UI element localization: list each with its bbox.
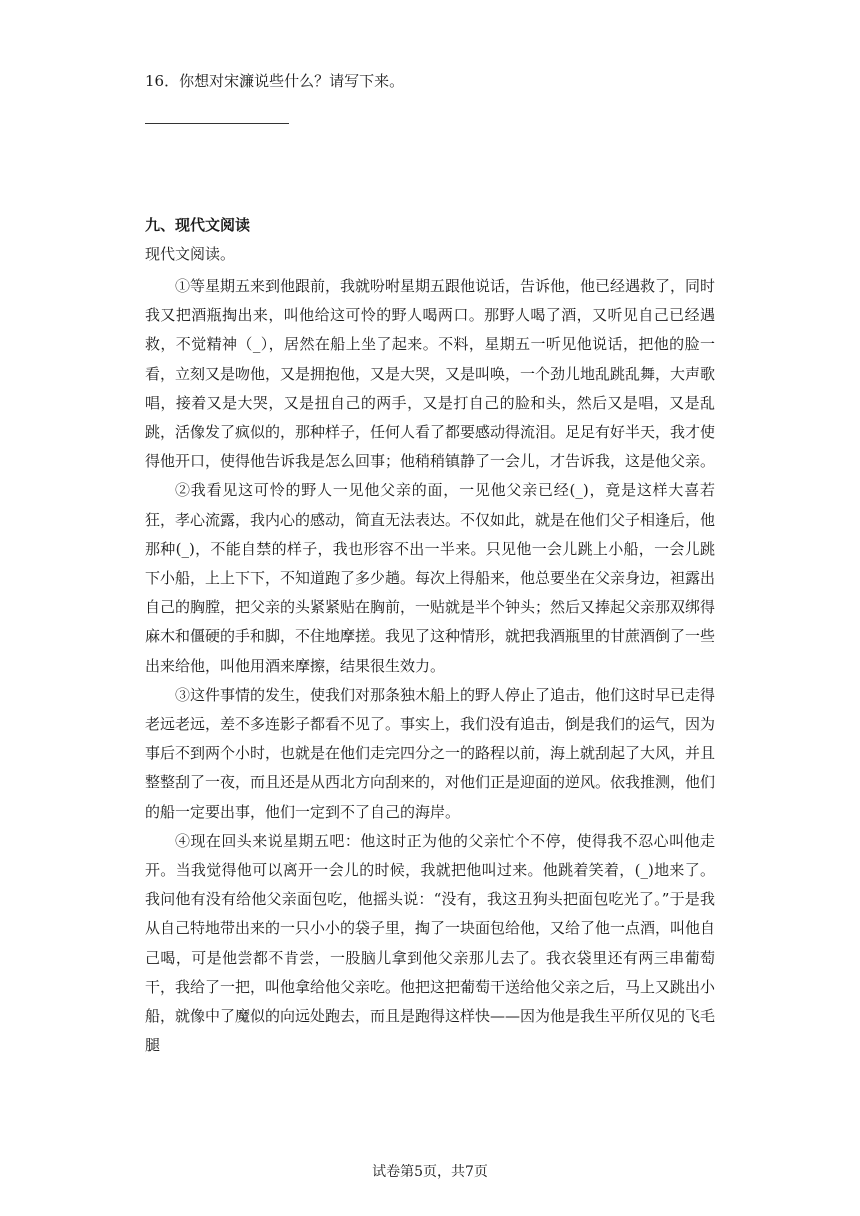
passage-paragraph-1: ①等星期五来到他跟前，我就吩咐星期五跟他说话，告诉他，他已经遇救了，同时我又把酒瓶掏出来，叫他给这可怜的野人喝两口。那野人喝了酒，又听见自己已经遇救，不觉精神（_），居然在船上坐了起来。不料，星期五一听见他说话，把他的脸一看，立刻又是吻他，又是拥抱他，又是大哭，又是叫唤，一个劲儿地乱跳乱舞，大声歌唱，接着又是大哭，又是扭自己的两手，又是打自己的脸和头，然后又是唱，又是乱跳，活像发了疯似的，那种样子，任何人看了都要感动得流泪。足足有好半天，我才使得他开口，使得他告诉我是怎么回事；他稍稍镇静了一会儿，才告诉我，这是他父亲。 [145, 277, 716, 471]
section-title: 九、现代文阅读 [145, 216, 251, 234]
page-footer: 试卷第5页，共7页 [372, 1164, 488, 1180]
question-16: 16．你想对宋濂说些什么？请写下来。 [145, 72, 405, 90]
passage-paragraph-2: ②我看见这可怜的野人一见他父亲的面，一见他父亲已经(_)，竟是这样大喜若狂，孝心流露，我内心的感动，简直无法表达。不仅如此，就是在他们父子相逢后，他那种(_)，不能自禁的样子，我也形容不出一半来。只见他一会儿跳上小船，一会儿跳下小船，上上下下，不知道跑了多少趟。每次上得船来，他总要坐在父亲身边，袒露出自己的胸膛，把父亲的头紧紧贴在胸前，一贴就是半个钟头；然后又捧起父亲那双绑得麻木和僵硬的手和脚，不住地摩搓。我见了这种情形，就把我酒瓶里的甘蔗酒倒了一些出来给他，叫他用酒来摩擦，结果很生效力。 [145, 481, 716, 675]
passage-paragraph-3: ③这件事情的发生，使我们对那条独木船上的野人停止了追击，他们这时早已走得老远老远，差不多连影子都看不见了。事实上，我们没有追击，倒是我们的运气，因为事后不到两个小时，也就是在他们走完四分之一的路程以前，海上就刮起了大风，并且整整刮了一夜，而且还是从西北方向刮来的，对他们正是迎面的逆风。依我推测，他们的船一定要出事，他们一定到不了自己的海岸。 [145, 685, 716, 821]
passage-paragraph-4: ④现在回头来说星期五吧：他这时正为他的父亲忙个不停，使得我不忍心叫他走开。当我觉得他可以离开一会儿的时候，我就把他叫过来。他跳着笑着，(_)地来了。我问他有没有给他父亲面包吃，他摇头说：“没有，我这丑狗头把面包吃光了。”于是我从自己特地带出来的一只小小的袋子里，掏了一块面包给他，又给了他一点酒，叫他自己喝，可是他尝都不肯尝，一股脑儿拿到他父亲那儿去了。我衣袋里还有两三串葡萄干，我给了一把，叫他拿给他父亲吃。他把这把葡萄干送给他父亲之后，马上又跳出小船，就像中了魔似的向远处跑去，而且是跑得这样快——因为他是我生平所仅见的飞毛腿 [145, 831, 716, 1055]
section-subtitle: 现代文阅读。 [145, 245, 236, 263]
answer-line[interactable] [145, 123, 289, 124]
passage [145, 272, 716, 1055]
